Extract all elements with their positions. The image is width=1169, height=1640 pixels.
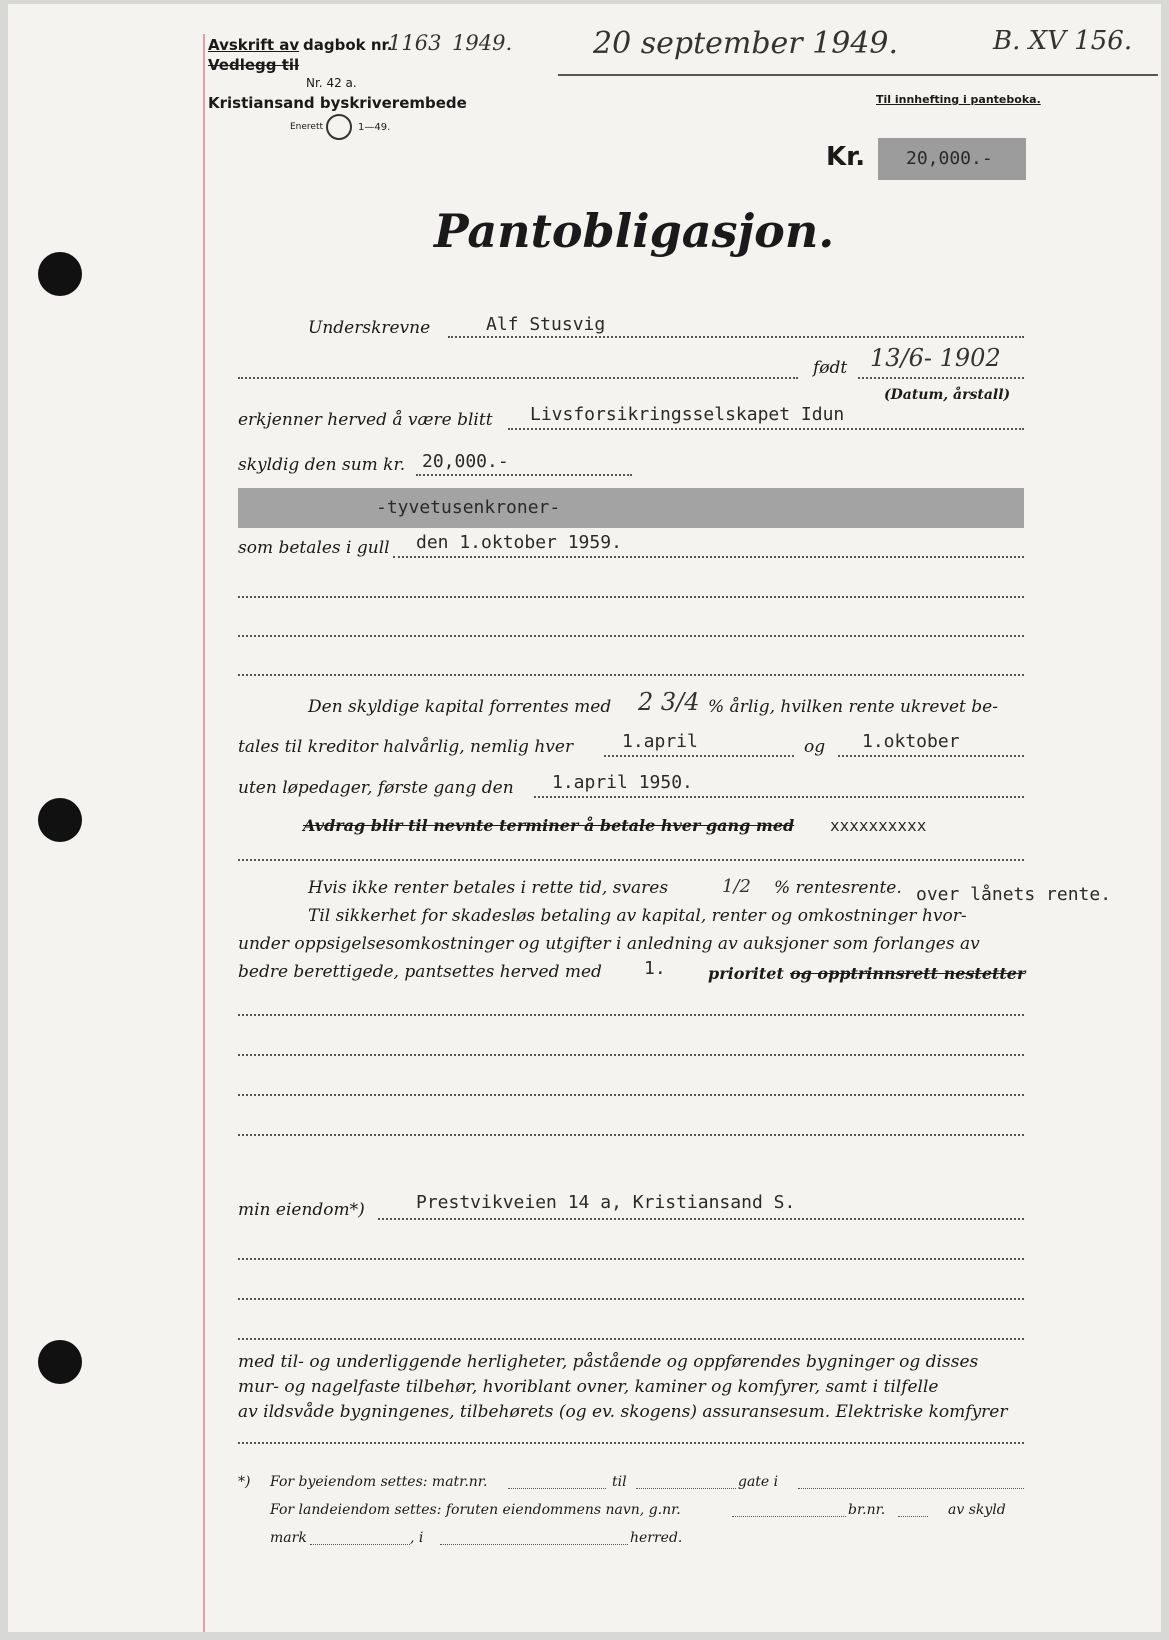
fill-line — [310, 1544, 410, 1545]
dagbok-year: 1949. — [452, 31, 513, 55]
terms-line-1: med til- og underliggende herligheter, påstående og oppførendes bygninger og disses — [238, 1352, 979, 1372]
footnote-l1-b: til — [612, 1474, 627, 1490]
footnote-mark: *) — [238, 1474, 251, 1490]
underskrevne-value: Alf Stusvig — [486, 314, 606, 335]
margin-rule — [203, 34, 205, 1632]
og-label: og — [804, 737, 826, 757]
property-label: min eiendom*) — [238, 1200, 365, 1220]
document-page — [8, 4, 1161, 1632]
fodt-value: 13/6- 1902 — [870, 344, 1001, 372]
security-line-1: Til sikkerhet for skadesløs betaling av kapital, renter og omkostninger hvor- — [308, 906, 967, 926]
interest-rate: 2 3/4 — [638, 688, 700, 716]
security-line-2: under oppsigelsesomkostninger og utgifter i anledning av auksjoner som forlanges av — [238, 934, 980, 954]
terms-line-3: av ildsvåde bygningenes, tilbehørets (og ev. skogens) assuransesum. Elektriske komfyrer — [238, 1402, 1008, 1422]
til-innhefting-note: Til innhefting i panteboka. — [876, 93, 1041, 106]
punch-hole — [38, 1340, 82, 1384]
creditor-value: Livsforsikringsselskapet Idun — [530, 404, 845, 425]
skyldig-value: 20,000.- — [422, 451, 509, 472]
fill-line — [838, 755, 1024, 757]
amount-value: 20,000.- — [906, 148, 993, 169]
footnote-l3-a: mark — [270, 1530, 307, 1546]
amount-currency-label: Kr. — [826, 142, 866, 172]
interest-text-a: Den skyldige kapital forrentes med — [308, 697, 612, 717]
security-line-3-a: bedre berettigede, pantsettes herved med — [238, 962, 602, 982]
stamp-avskrift: Avskrift av — [208, 36, 300, 54]
fill-line — [416, 474, 632, 476]
fill-line — [898, 1516, 928, 1517]
interest-text-b: % årlig, hvilken rente ukrevet be- — [708, 697, 998, 717]
stamp-dagbok: dagbok nr. — [303, 36, 393, 54]
amount-box — [878, 138, 1026, 180]
punch-hole — [38, 252, 82, 296]
footnote-l1-c: gate i — [738, 1474, 779, 1490]
fill-line — [508, 1488, 606, 1489]
fill-line — [238, 1442, 1024, 1444]
fill-line — [238, 1054, 1024, 1056]
fill-line — [238, 1134, 1024, 1136]
priority-value: 1. — [644, 958, 666, 979]
fill-line — [508, 428, 1024, 430]
avdrag-x: xxxxxxxxxx — [830, 816, 927, 835]
fill-line — [378, 1218, 1024, 1220]
fill-line — [238, 1014, 1024, 1016]
footnote-l3-b: , i — [410, 1530, 424, 1546]
fill-line — [732, 1516, 846, 1517]
penalty-added-text: over lånets rente. — [916, 884, 1112, 905]
penalty-rate: 1/2 — [722, 876, 751, 897]
header-rule — [558, 74, 1158, 76]
underskrevne-label: Underskrevne — [308, 318, 431, 338]
stamp-vedlegg: Vedlegg til — [208, 56, 300, 74]
fill-line — [858, 377, 1024, 379]
fill-line — [238, 377, 798, 379]
fill-line — [238, 1094, 1024, 1096]
fill-line — [238, 635, 1024, 637]
document-title: Pantobligasjon. — [434, 204, 835, 258]
fill-line — [238, 1258, 1024, 1260]
first-payment-date: 1.april 1950. — [552, 772, 693, 793]
interest-text-c: tales til kreditor halvårlig, nemlig hver — [238, 737, 574, 757]
footnote-l3-c: herred. — [630, 1530, 683, 1546]
datum-hint: (Datum, årstall) — [884, 387, 1011, 403]
fodt-label: født — [813, 358, 848, 378]
penalty-text-a: Hvis ikke renter betales i rette tid, svares — [308, 878, 669, 898]
gull-label: som betales i gull — [238, 538, 390, 558]
fill-line — [238, 859, 1024, 861]
stamp-office: Kristiansand byskriverembede — [208, 94, 467, 112]
publisher-seal-icon — [326, 114, 352, 140]
footnote-l1-a: For byeiendom settes: matr.nr. — [270, 1474, 488, 1490]
stamp-form-number: Nr. 42 a. — [306, 76, 357, 90]
fill-line — [238, 1298, 1024, 1300]
interest-text-d: uten løpedager, første gang den — [238, 778, 514, 798]
footnote-l2-c: av skyld — [948, 1502, 1006, 1518]
property-value: Prestvikveien 14 a, Kristiansand S. — [416, 1192, 796, 1213]
fill-line — [393, 556, 1024, 558]
dagbok-number: 1163 — [388, 31, 442, 55]
footnote-l2-a: For landeiendom settes: foruten eiendommens navn, g.nr. — [270, 1502, 681, 1518]
fill-line — [440, 1544, 628, 1545]
fill-line — [448, 336, 1024, 338]
fill-line — [636, 1488, 736, 1489]
fill-line — [238, 596, 1024, 598]
footnote-l2-b: br.nr. — [848, 1502, 886, 1518]
fill-line — [798, 1488, 1024, 1489]
amount-words-band — [238, 488, 1024, 528]
stamp-enerett: Enerett — [290, 122, 324, 132]
fill-line — [534, 796, 1024, 798]
stamp-edition: 1—49. — [358, 122, 391, 133]
fill-line — [238, 1338, 1024, 1340]
skyldig-label: skyldig den sum kr. — [238, 455, 406, 475]
volume-reference: B. XV 156. — [993, 26, 1133, 56]
punch-hole — [38, 798, 82, 842]
penalty-text-b: % rentesrente. — [774, 878, 902, 898]
priority-label: prioritet — [708, 964, 784, 983]
erkjenner-label: erkjenner herved å være blitt — [238, 410, 493, 430]
fill-line — [238, 674, 1024, 676]
terms-line-2: mur- og nagelfaste tilbehør, hvoriblant ovner, kaminer og komfyrer, samt i tilfelle — [238, 1377, 939, 1397]
term-date-2: 1.oktober — [862, 731, 960, 752]
amount-words-value: -tyvetusenkroner- — [376, 497, 561, 518]
fill-line — [604, 755, 794, 757]
priority-struck: og opptrinnsrett nestetter — [790, 964, 1026, 983]
gull-value: den 1.oktober 1959. — [416, 532, 622, 553]
avdrag-text: Avdrag blir til nevnte terminer å betale hver gang med — [303, 816, 795, 835]
handwritten-date: 20 september 1949. — [593, 26, 899, 61]
term-date-1: 1.april — [622, 731, 698, 752]
